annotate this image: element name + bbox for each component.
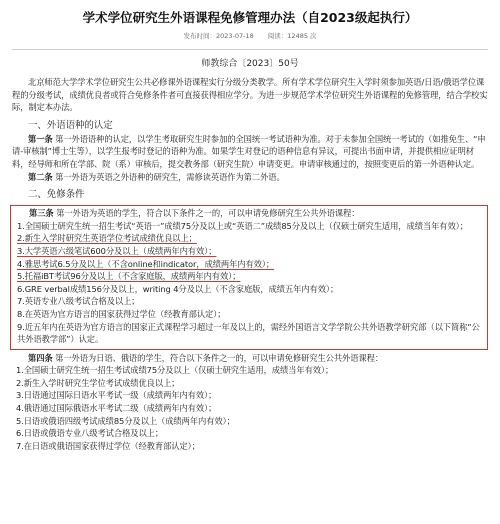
article1-label: 第一条 [28,133,53,144]
article3-item-9: 9.近五年内在英语为官方语言的国家正式课程学习超过一年及以上的，需经外国语言文学学院公共外语教学研究部（以下简称“公共外语教学部”）认定。 [17,321,480,345]
article3-item-4-text: 4.雅思考试6.5分及以上（不含online和indicator，成绩两年内有效）； [17,258,275,269]
article4-text: 第一外语为日语、俄语的学生，符合以下条件之一的，可以申请免修研究生公共外语课程： [55,352,384,363]
section2-heading: 二、免修条件 [28,189,85,201]
article3-highlight-box [10,205,488,350]
article4-item-5: 5.日语或俄语四级考试成绩85分及以上（成绩两年内有效）； [16,415,235,426]
article1-paragraph [12,133,488,171]
article3-item-7: 7.英语专业八级考试合格及以上； [17,296,140,307]
article4-item-2: 2.新生入学时研究生学位考试成绩优良以上； [16,377,180,388]
document-number: 师教综合〔2023〕50号 [201,59,299,69]
article1-text: 第一外语语种的认定，以学生考取研究生时参加的全国统一考试语种为准。对于未参加全国统一考试的（如推免生、“申请-审核制”博士生等），以学生报考时登记的语种为准。如果学生对登记的语种信息有异议，可提出书面申请，并提供相应证明材料，经导师和所在学部、院（系）审核后，提交教务部（研究生院）申请变更。申请审核通过的，按照变更后的第一外语种认定。 [12,133,486,169]
article4-item-4: 4.俄语通过国际俄语水平考试二级（成绩两年内有效）； [16,403,217,414]
section1-heading: 一、外语语种的认定 [28,119,113,131]
article3-item-2-text: 2.新生入学时研究生英语学位考试成绩优良以上； [17,233,197,244]
article2-label: 第二条 [28,171,53,182]
article4-item-6: 6.日语或俄语专业八级考试合格及以上； [16,428,164,439]
article3-item-8: 8.在英语为官方语言的国家获得过学位（经教育部认定）； [17,308,226,319]
article4-item-3: 3.日语通过国际日语水平考试一级（成绩两年内有效）； [16,390,217,401]
title-divider [12,49,488,50]
article3-item-6: 6.GRE verbal成绩156分及以上，writing 4分及以上（不含家庭版，成绩五年内有效）； [17,283,339,294]
article3-item-5 [13,270,485,283]
article3-label: 第三条 [29,208,54,219]
article3-text: 第一外语为英语的学生，符合以下条件之一的，可以申请免修研究生公共外语课程： [56,208,360,219]
intro-paragraph: 北京师范大学学术学位研究生公共必修课外语课程实行分级分类教学。所有学术学位研究生入学时须参加英语/日语/俄语学位课程的分级考试，成绩优良者或符合免修条件者可直接获得相应学分。为进一步规范学术学位研究生外语课程的免修管理，结合学校实际，制定本办法。 [12,77,488,113]
article3-item-3-text: 3.大学英语六级笔试600分及以上（成绩两年内有效）； [17,245,217,256]
article3-item-1: 1.全国硕士研究生统一招生考试“英语一”成绩75分及以上或“英语二”成绩85分及以上（仅硕士研究生适用，成绩当年有效）； [17,220,468,231]
article4-paragraph [12,352,488,365]
article3-item-5-text: 5.托福iBT考试96分及以上（不含家庭版，成绩两年内有效）； [17,271,241,282]
publish-time: 发布时间：2023-07-18 [183,32,254,40]
article2-text: 第一外语为英语之外语种的研究生，需修读英语作为第二外语。 [55,171,285,182]
article2-paragraph [12,171,488,184]
view-count: 阅读：12485 次 [267,32,317,40]
article3-item-2 [13,232,485,245]
document-meta [0,32,500,41]
article4-item-7: 7.在日语或俄语国家获得过学位（经教育部认定）； [16,440,200,451]
document-title: 学术学位研究生外语课程免修管理办法（自2023级起执行） [82,10,418,25]
article3-item-4 [13,258,485,271]
article4-label: 第四条 [28,352,53,363]
article3-paragraph [13,207,485,220]
article4-item-1: 1.全国硕士研究生统一招生考试成绩75分及以上（仅硕士研究生适用，成绩当年有效）； [16,365,334,376]
document-body [0,76,500,452]
article3-item-3 [13,245,485,258]
